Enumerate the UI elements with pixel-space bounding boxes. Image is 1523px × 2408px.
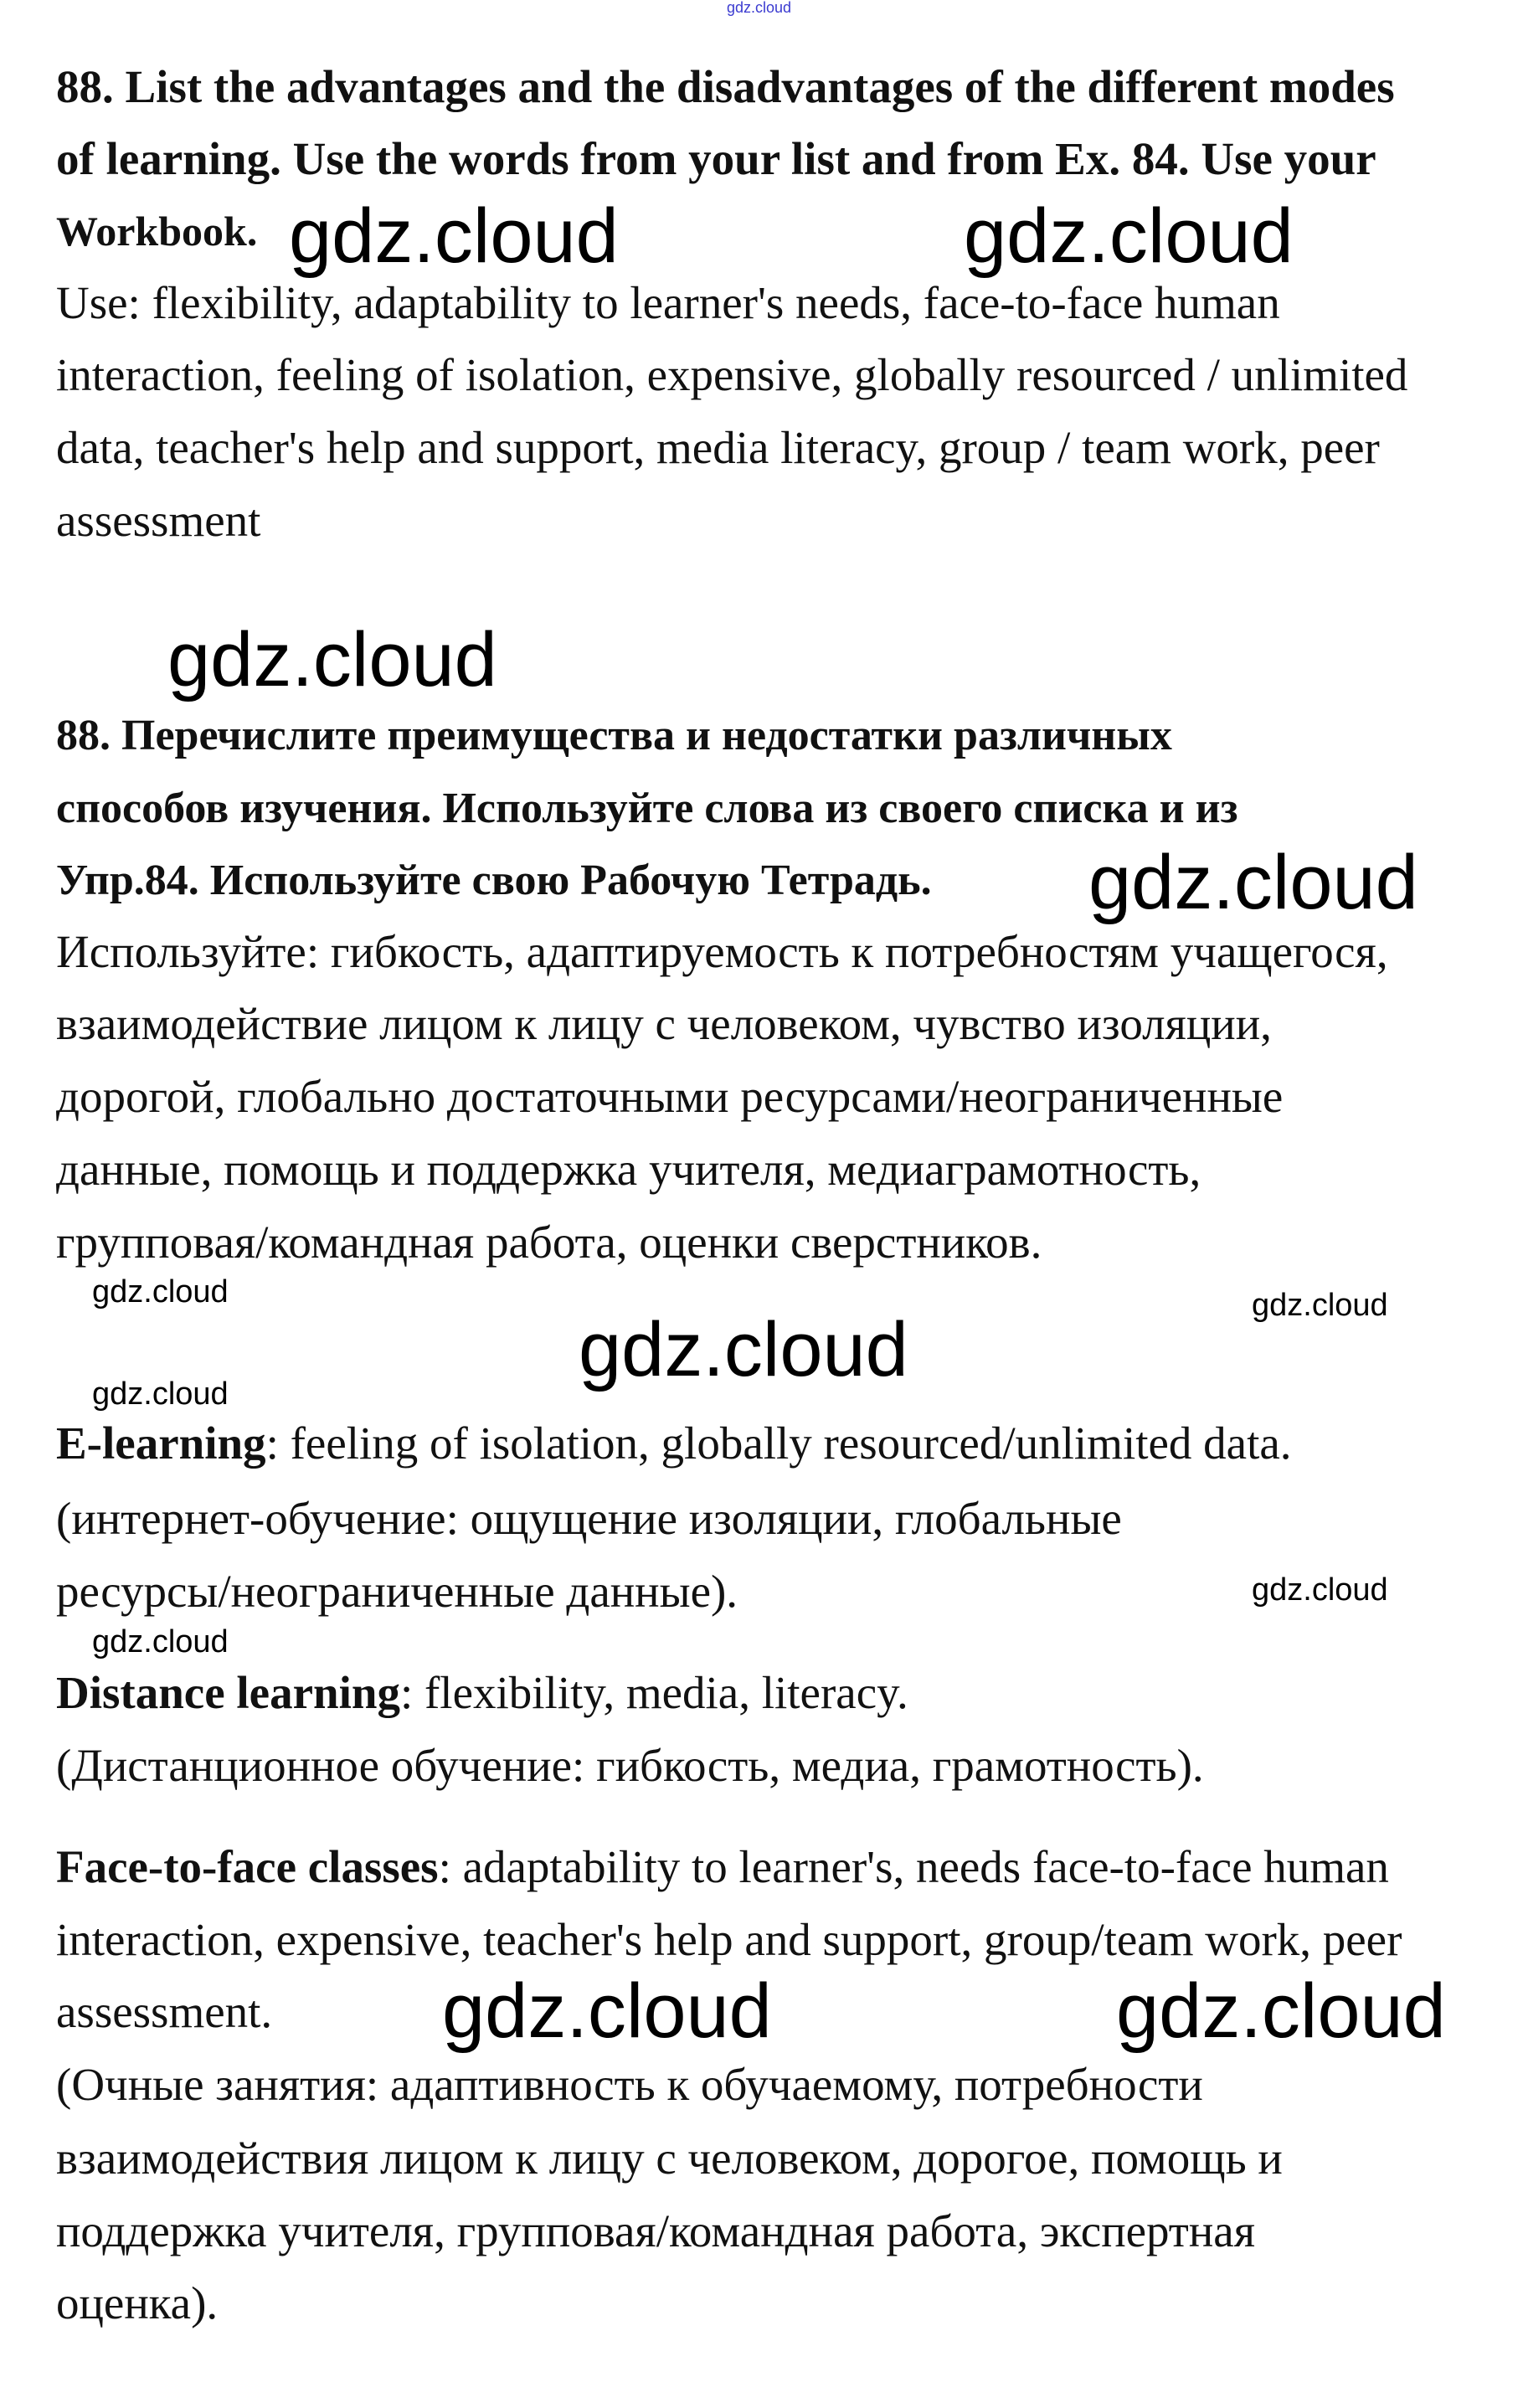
answer-line: взаимодействия лицом к лицу с человеком, дорогое, помощь и bbox=[56, 2133, 1283, 2184]
watermark: gdz.cloud bbox=[442, 1968, 772, 2054]
watermark: gdz.cloud bbox=[92, 1376, 229, 1412]
watermark: gdz.cloud bbox=[92, 1274, 229, 1309]
answer-line: поддержка учителя, групповая/командная работа, экспертная bbox=[56, 2205, 1255, 2256]
task-heading-en-line: 88. List the advantages and the disadvantages of the different modes bbox=[56, 61, 1395, 112]
watermark: gdz.cloud bbox=[964, 193, 1294, 279]
answer-line: ресурсы/неограниченные данные). bbox=[56, 1566, 738, 1617]
task-body-en-line: assessment bbox=[56, 495, 261, 546]
task-body-en-line: data, teacher's help and support, media literacy, group / team work, peer bbox=[56, 422, 1380, 473]
watermark: gdz.cloud bbox=[167, 617, 497, 702]
answer-face-to-face bbox=[56, 1842, 1389, 1892]
watermark: gdz.cloud bbox=[289, 193, 619, 279]
answer-line: (Дистанционное обучение: гибкость, медиа, грамотность). bbox=[56, 1740, 1204, 1791]
task-heading-ru-line: 88. Перечислите преимущества и недостатки различных bbox=[56, 712, 1172, 759]
task-body-ru-line: Используйте: гибкость, адаптируемость к потребностям учащегося, bbox=[56, 926, 1388, 977]
answer-e-learning bbox=[56, 1418, 1292, 1469]
watermark: gdz.cloud bbox=[1252, 1572, 1388, 1608]
answer-line: (интернет-обучение: ощущение изоляции, глобальные bbox=[56, 1493, 1122, 1544]
task-heading-en-line: of learning. Use the words from your list and from Ex. 84. Use your bbox=[56, 133, 1376, 184]
answer-line: interaction, expensive, teacher's help and support, group/team work, peer bbox=[56, 1914, 1402, 1965]
answer-label: E-learning bbox=[56, 1418, 266, 1469]
watermark: gdz.cloud bbox=[92, 1624, 229, 1659]
answer-line: assessment. bbox=[56, 1986, 273, 2037]
watermark: gdz.cloud bbox=[1252, 1288, 1388, 1323]
answer-label: Face-to-face classes bbox=[56, 1841, 439, 1892]
task-heading-ru-line: Упр.84. Используйте свою Рабочую Тетрадь. bbox=[56, 857, 932, 904]
watermark: gdz.cloud bbox=[1116, 1968, 1446, 2054]
answer-text: : adaptability to learner's, needs face-to-face human bbox=[438, 1841, 1389, 1892]
task-body-ru-line: взаимодействие лицом к лицу с человеком, чувство изоляции, bbox=[56, 998, 1272, 1049]
task-body-en-line: interaction, feeling of isolation, expensive, globally resourced / unlimited bbox=[56, 349, 1408, 400]
answer-text: : feeling of isolation, globally resourced/unlimited data. bbox=[265, 1418, 1292, 1469]
task-heading-en-line: Workbook. bbox=[56, 208, 258, 255]
task-body-ru-line: данные, помощь и поддержка учителя, медиаграмотность, bbox=[56, 1144, 1201, 1195]
task-heading-ru-line: способов изучения. Используйте слова из своего списка и из bbox=[56, 785, 1238, 832]
answer-label: Distance learning bbox=[56, 1667, 400, 1718]
answer-line: (Очные занятия: адаптивность к обучаемому, потребности bbox=[56, 2059, 1203, 2110]
answer-line: оценка). bbox=[56, 2277, 219, 2328]
task-body-en-line: Use: flexibility, adaptability to learner's needs, face-to-face human bbox=[56, 277, 1280, 328]
task-body-ru-line: групповая/командная работа, оценки сверстников. bbox=[56, 1217, 1042, 1268]
watermark: gdz.cloud bbox=[579, 1307, 908, 1392]
answer-distance bbox=[56, 1668, 908, 1718]
header-watermark: gdz.cloud bbox=[727, 0, 792, 16]
watermark: gdz.cloud bbox=[1088, 840, 1418, 925]
answer-text: : flexibility, media, literacy. bbox=[399, 1667, 908, 1718]
task-body-ru-line: дорогой, глобально достаточными ресурсами/неограниченные bbox=[56, 1071, 1284, 1122]
